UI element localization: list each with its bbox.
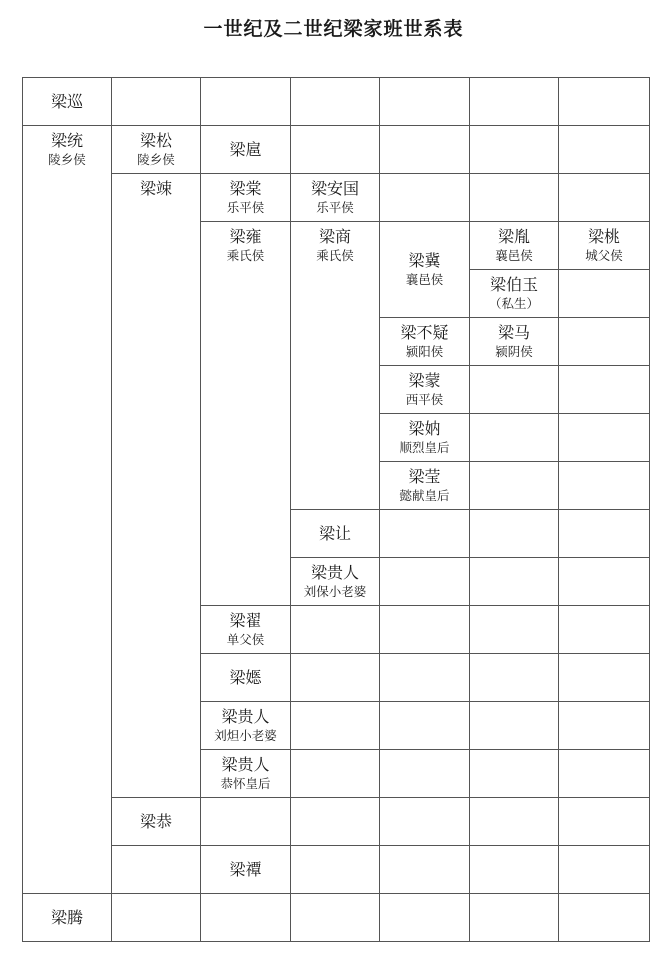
person-cell — [201, 174, 291, 222]
empty-cell — [470, 414, 559, 462]
person-name: 梁蒙 — [408, 371, 441, 390]
person-title: 城父侯 — [585, 248, 623, 263]
empty-cell — [291, 798, 380, 846]
empty-cell — [470, 126, 559, 174]
empty-cell — [559, 606, 650, 654]
person-title: 懿献皇后 — [399, 488, 450, 503]
empty-cell — [201, 894, 291, 942]
person-cell — [201, 654, 291, 702]
empty-cell — [380, 654, 470, 702]
empty-cell — [559, 654, 650, 702]
person-name: 梁扈 — [229, 139, 262, 159]
person-title: 刘保小老婆 — [303, 584, 367, 599]
empty-cell — [470, 462, 559, 510]
person-name: 梁桃 — [587, 227, 620, 246]
empty-cell — [470, 606, 559, 654]
person-name: 梁商 — [318, 227, 351, 246]
person-cell — [201, 846, 291, 894]
table-row — [23, 78, 650, 126]
empty-cell — [559, 894, 650, 942]
person-cell — [23, 894, 112, 942]
person-name: 梁竦 — [139, 179, 172, 198]
empty-cell — [559, 750, 650, 798]
table-row — [23, 798, 650, 846]
empty-cell — [559, 798, 650, 846]
person-name: 梁伯玉 — [489, 275, 538, 294]
person-cell — [201, 222, 291, 606]
person-name: 梁巡 — [50, 91, 83, 111]
empty-cell — [380, 78, 470, 126]
empty-cell — [291, 654, 380, 702]
person-cell — [380, 366, 470, 414]
empty-cell — [470, 702, 559, 750]
person-title: 刘炟小老婆 — [214, 728, 277, 743]
empty-cell — [470, 174, 559, 222]
page-title: 一世纪及二世纪梁家班世系表 — [203, 18, 464, 40]
empty-cell — [559, 510, 650, 558]
person-cell — [201, 750, 291, 798]
empty-cell — [201, 798, 291, 846]
person-name: 梁翟 — [229, 611, 262, 630]
empty-cell — [559, 318, 650, 366]
person-title: 陵乡侯 — [137, 152, 175, 167]
person-title: 陵乡侯 — [48, 152, 86, 167]
person-title: 西平侯 — [405, 392, 444, 407]
person-title: 颍阳侯 — [405, 344, 444, 359]
empty-cell — [380, 798, 470, 846]
person-name: 梁妠 — [408, 419, 441, 438]
person-name: 梁禫 — [229, 859, 262, 879]
person-cell — [291, 558, 380, 606]
person-title: 乘氏侯 — [226, 248, 265, 263]
empty-cell — [559, 366, 650, 414]
person-cell — [201, 702, 291, 750]
person-cell — [201, 126, 291, 174]
person-title: 单父侯 — [226, 632, 265, 647]
empty-cell — [380, 126, 470, 174]
person-cell — [23, 78, 112, 126]
empty-cell — [380, 510, 470, 558]
empty-cell — [470, 846, 559, 894]
person-cell — [380, 462, 470, 510]
empty-cell — [559, 846, 650, 894]
person-name: 梁不疑 — [400, 323, 449, 342]
person-cell — [470, 318, 559, 366]
empty-cell — [380, 606, 470, 654]
table-row — [23, 126, 650, 174]
empty-cell — [380, 702, 470, 750]
empty-cell — [559, 414, 650, 462]
person-title: 恭怀皇后 — [220, 776, 271, 791]
person-title: 颍阴侯 — [495, 344, 533, 359]
person-name: 梁莹 — [408, 467, 441, 486]
empty-cell — [559, 558, 650, 606]
person-name: 梁冀 — [408, 250, 441, 270]
empty-cell — [559, 126, 650, 174]
person-cell — [559, 222, 650, 270]
person-name: 梁胤 — [497, 227, 530, 246]
empty-cell — [291, 750, 380, 798]
empty-cell — [470, 558, 559, 606]
empty-cell — [559, 702, 650, 750]
person-cell — [470, 222, 559, 270]
empty-cell — [291, 894, 380, 942]
empty-cell — [380, 894, 470, 942]
empty-cell — [470, 798, 559, 846]
person-title: 乘氏侯 — [316, 248, 354, 263]
empty-cell — [112, 846, 201, 894]
person-cell — [380, 318, 470, 366]
person-cell — [291, 510, 380, 558]
person-name: 梁统 — [50, 131, 83, 150]
empty-cell — [380, 558, 470, 606]
person-name: 梁安国 — [310, 179, 359, 198]
empty-cell — [470, 78, 559, 126]
empty-cell — [559, 78, 650, 126]
empty-cell — [291, 126, 380, 174]
person-name: 梁让 — [318, 523, 351, 543]
person-title: 顺烈皇后 — [399, 440, 450, 455]
person-cell — [380, 222, 470, 318]
empty-cell — [470, 750, 559, 798]
person-cell — [201, 606, 291, 654]
table-row — [23, 894, 650, 942]
person-cell — [23, 126, 112, 894]
person-cell — [380, 414, 470, 462]
empty-cell — [470, 510, 559, 558]
person-name: 梁雍 — [229, 227, 262, 246]
person-name: 梁腾 — [50, 907, 83, 927]
person-name: 梁贵人 — [221, 755, 270, 774]
person-name: 梁贵人 — [221, 707, 270, 726]
person-cell — [112, 126, 201, 174]
empty-cell — [291, 606, 380, 654]
person-title: 襄邑侯 — [405, 271, 444, 287]
person-cell — [291, 222, 380, 510]
table-row — [23, 174, 650, 222]
empty-cell — [470, 894, 559, 942]
person-cell — [470, 270, 559, 318]
empty-cell — [112, 78, 201, 126]
empty-cell — [559, 174, 650, 222]
empty-cell — [380, 174, 470, 222]
person-cell — [291, 174, 380, 222]
person-title: 乐平侯 — [226, 200, 265, 215]
empty-cell — [470, 654, 559, 702]
person-title: 乐平侯 — [316, 200, 354, 215]
person-title: 襄邑侯 — [495, 248, 533, 263]
person-name: 梁松 — [139, 131, 172, 150]
person-cell — [112, 798, 201, 846]
person-name: 梁马 — [497, 323, 530, 342]
person-name: 梁恭 — [139, 811, 172, 831]
empty-cell — [291, 702, 380, 750]
empty-cell — [470, 366, 559, 414]
empty-cell — [291, 846, 380, 894]
empty-cell — [380, 750, 470, 798]
empty-cell — [559, 270, 650, 318]
genealogy-table — [22, 77, 650, 942]
empty-cell — [112, 894, 201, 942]
empty-cell — [380, 846, 470, 894]
empty-cell — [559, 462, 650, 510]
person-name: 梁嫕 — [229, 667, 262, 687]
table-row — [23, 846, 650, 894]
empty-cell — [291, 78, 380, 126]
person-name: 梁棠 — [229, 179, 262, 198]
person-cell — [112, 174, 201, 798]
empty-cell — [201, 78, 291, 126]
person-title: （私生） — [488, 296, 539, 311]
person-name: 梁贵人 — [310, 563, 359, 582]
